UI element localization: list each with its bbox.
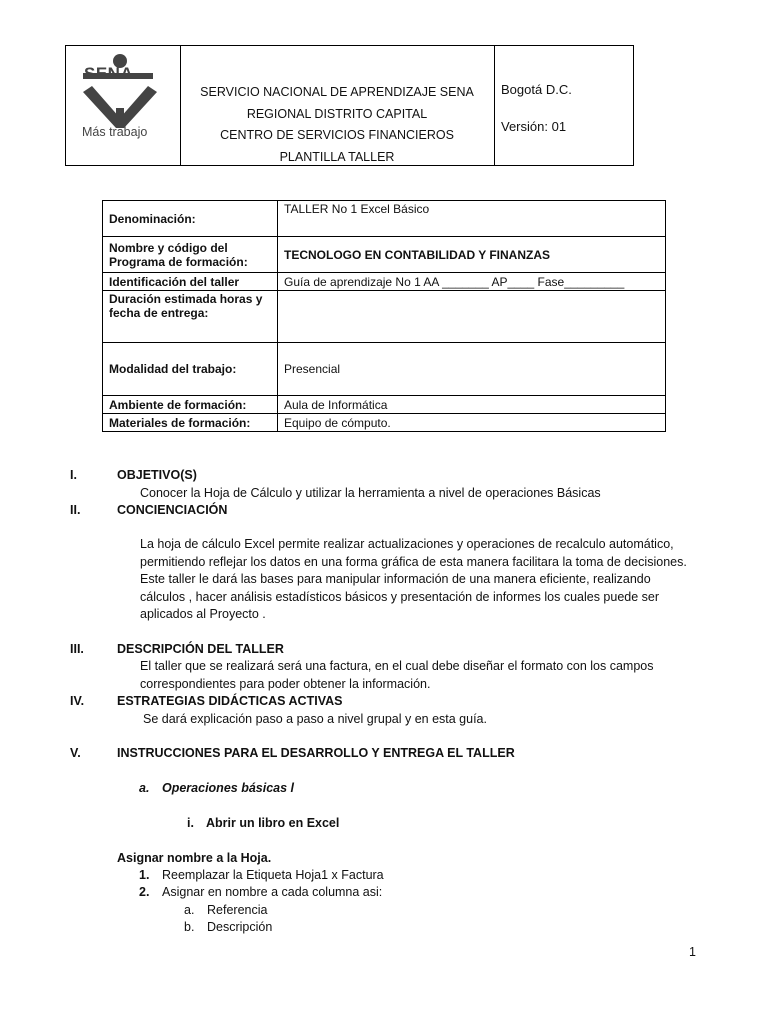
section-3-title: DESCRIPCIÓN DEL TALLER — [117, 642, 284, 656]
institution-cell — [180, 46, 495, 165]
table-row — [103, 396, 666, 414]
section-1-title: OBJETIVO(S) — [117, 468, 197, 482]
row-value: TALLER No 1 Excel Básico — [278, 201, 666, 237]
version-text: Versión: 01 — [501, 119, 567, 134]
header-table — [65, 45, 634, 166]
logo-text: SENA — [84, 64, 134, 83]
workshop-info-table — [102, 200, 666, 432]
subsection-i-number: i. — [187, 816, 194, 830]
page-number: 1 — [689, 945, 696, 959]
section-3-number: III. — [70, 642, 84, 656]
column-b-text: Descripción — [207, 920, 273, 934]
section-4-text: Se dará explicación paso a paso a nivel grupal y en esta guía. — [143, 712, 487, 726]
section-5-title: INSTRUCCIONES PARA EL DESARROLLO Y ENTREGA EL TALLER — [117, 746, 515, 760]
table-row — [103, 273, 666, 291]
step-1-number: 1. — [139, 868, 150, 882]
section-1-text: Conocer la Hoja de Cálculo y utilizar la herramienta a nivel de operaciones Básicas — [140, 486, 601, 500]
version-cell — [495, 46, 634, 165]
section-2-line-2: permitiendo reflejar los datos en una forma gráfica de esta manera facilitara la toma de decisiones. — [140, 555, 687, 569]
subsection-i-title: Abrir un libro en Excel — [206, 816, 340, 830]
header-line-2: REGIONAL DISTRITO CAPITAL — [246, 107, 428, 121]
table-row — [103, 343, 666, 396]
section-2-line-5: aplicados al Proyecto . — [140, 607, 266, 621]
section-1-number: I. — [70, 468, 77, 482]
table-row — [103, 237, 666, 273]
subsection-a-number: a. — [139, 781, 150, 795]
logo-tagline: Más trabajo — [82, 125, 148, 139]
table-row — [103, 201, 666, 237]
row-label: Ambiente de formación: — [103, 396, 278, 414]
row-value: Aula de Informática — [278, 396, 666, 414]
row-label: Duración estimada horas y fecha de entrega: — [103, 291, 278, 343]
row-value: TECNOLOGO EN CONTABILIDAD Y FINANZAS — [278, 237, 666, 273]
row-label: Materiales de formación: — [103, 414, 278, 432]
row-value: Equipo de cómputo. — [278, 414, 666, 432]
header-line-1: SERVICIO NACIONAL DE APRENDIZAJE SENA — [200, 85, 474, 99]
header-line-3: CENTRO DE SERVICIOS FINANCIEROS — [220, 128, 454, 142]
row-value — [278, 291, 666, 343]
section-2-number: II. — [70, 503, 81, 517]
section-2-line-3: Este taller le dará las bases para manipular información de una manera eficiente, realizando — [140, 572, 651, 586]
section-2-line-1: La hoja de cálculo Excel permite realizar actualizaciones y operaciones de recalculo automático, — [140, 537, 674, 551]
row-value: Guía de aprendizaje No 1 AA _______ AP____ Fase_________ — [278, 273, 666, 291]
logo-cell — [66, 46, 181, 165]
column-a-number: a. — [184, 903, 195, 917]
city-text: Bogotá D.C. — [501, 82, 572, 97]
row-label: Modalidad del trabajo: — [103, 343, 278, 396]
row-label: Nombre y código del Programa de formación: — [103, 237, 278, 273]
section-4-title: ESTRATEGIAS DIDÁCTICAS ACTIVAS — [117, 694, 343, 708]
section-3-line-1: El taller que se realizará será una factura, en el cual debe diseñar el formato con los campos — [140, 659, 654, 673]
row-value: Presencial — [278, 343, 666, 396]
section-4-number: IV. — [70, 694, 85, 708]
subsection-a-title: Operaciones básicas l — [162, 781, 295, 795]
section-2-line-4: cálculos , hacer análisis estadísticos básicos y presentación de informes los cuales puede ser — [140, 590, 660, 604]
step-1-text: Reemplazar la Etiqueta Hoja1 x Factura — [162, 868, 384, 882]
table-row — [103, 291, 666, 343]
column-b-number: b. — [184, 920, 195, 934]
table-row — [103, 414, 666, 432]
column-a-text: Referencia — [207, 903, 268, 917]
row-label: Denominación: — [103, 201, 278, 237]
step-2-number: 2. — [139, 885, 150, 899]
assign-title: Asignar nombre a la Hoja. — [117, 851, 272, 865]
section-3-line-2: correspondientes para poder obtener la información. — [140, 677, 431, 691]
row-label: Identificación del taller — [103, 273, 278, 291]
header-line-4: PLANTILLA TALLER — [279, 150, 395, 164]
step-2-text: Asignar en nombre a cada columna asi: — [162, 885, 383, 899]
section-5-number: V. — [70, 746, 81, 760]
section-2-title: CONCIENCIACIÓN — [117, 503, 228, 517]
